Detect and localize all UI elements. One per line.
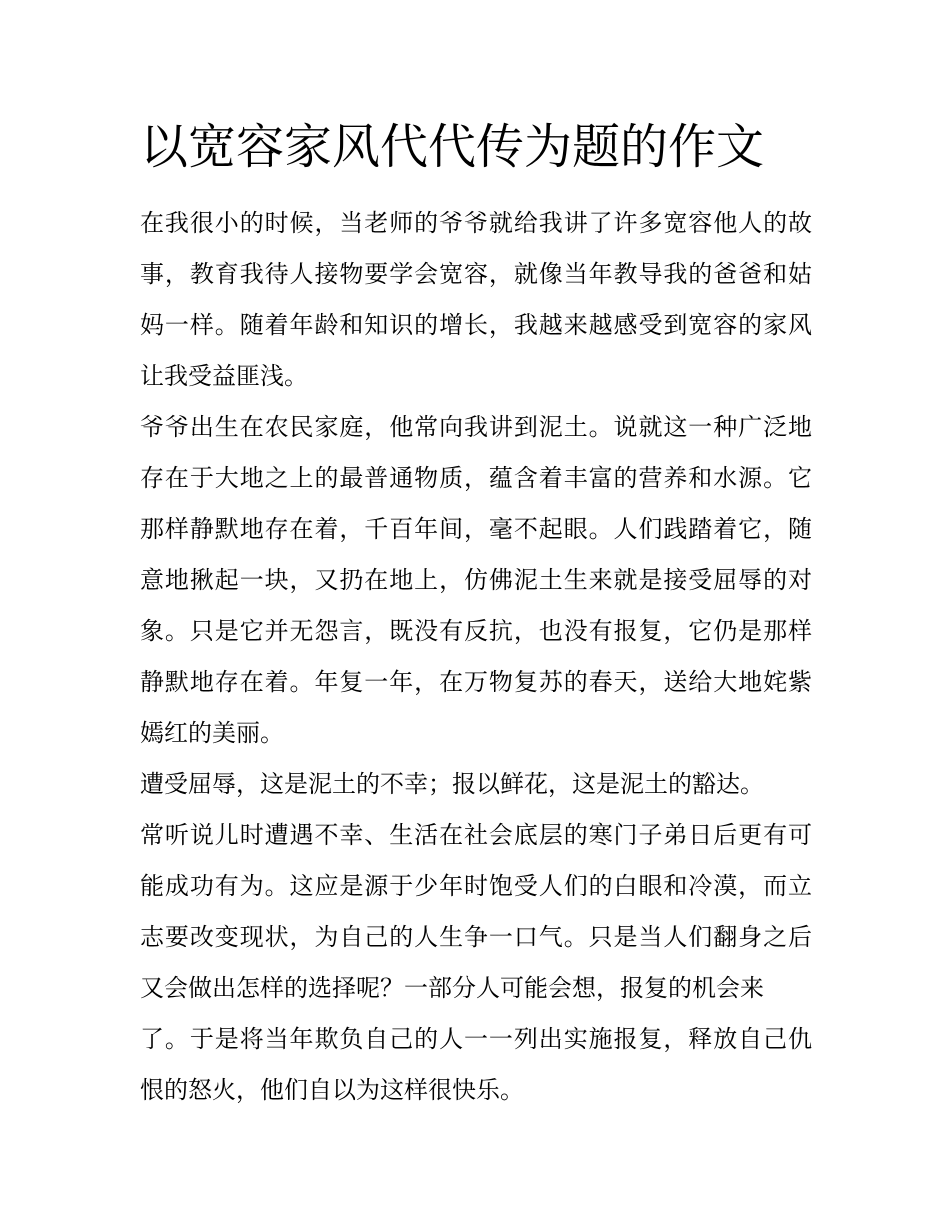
text-line: 象。只是它并无怨言，既没有反抗，也没有报复，它仍是那样 [140, 617, 812, 645]
text-line: 在我很小的时候，当老师的爷爷就给我讲了许多宽容他人的故 [140, 209, 812, 237]
text-line: 嫣红的美丽。 [140, 719, 284, 747]
text-line: 爷爷出生在农民家庭，他常向我讲到泥土。说就这一种广泛地 [140, 413, 812, 441]
text-line: 遭受屈辱，这是泥土的不幸；报以鲜花，这是泥土的豁达。 [140, 770, 764, 798]
text-line: 常听说儿时遭遇不幸、生活在社会底层的寒门子弟日后更有可 [140, 821, 812, 849]
text-line: 事，教育我待人接物要学会宽容，就像当年教导我的爸爸和姑 [140, 260, 812, 288]
document-title: 以宽容家风代代传为题的作文 [140, 119, 765, 175]
text-line: 意地揪起一块，又扔在地上，仿佛泥土生来就是接受屈辱的对 [140, 566, 812, 594]
text-line: 静默地存在着。年复一年，在万物复苏的春天，送给大地姹紫 [140, 668, 812, 696]
text-line: 了。于是将当年欺负自己的人一一列出实施报复，释放自己仇 [140, 1025, 812, 1053]
text-line: 存在于大地之上的最普通物质，蕴含着丰富的营养和水源。它 [140, 464, 812, 492]
text-line: 能成功有为。这应是源于少年时饱受人们的白眼和冷漠，而立 [140, 872, 812, 900]
text-line: 又会做出怎样的选择呢？一部分人可能会想，报复的机会来 [140, 974, 764, 1002]
text-line: 妈一样。随着年龄和知识的增长，我越来越感受到宽容的家风 [140, 311, 812, 339]
document-body [140, 198, 812, 1116]
text-line: 那样静默地存在着，千百年间，毫不起眼。人们践踏着它，随 [140, 515, 812, 543]
text-line: 志要改变现状，为自己的人生争一口气。只是当人们翻身之后 [140, 923, 812, 951]
text-line: 恨的怒火，他们自以为这样很快乐。 [140, 1076, 524, 1104]
text-line: 让我受益匪浅。 [140, 362, 308, 390]
